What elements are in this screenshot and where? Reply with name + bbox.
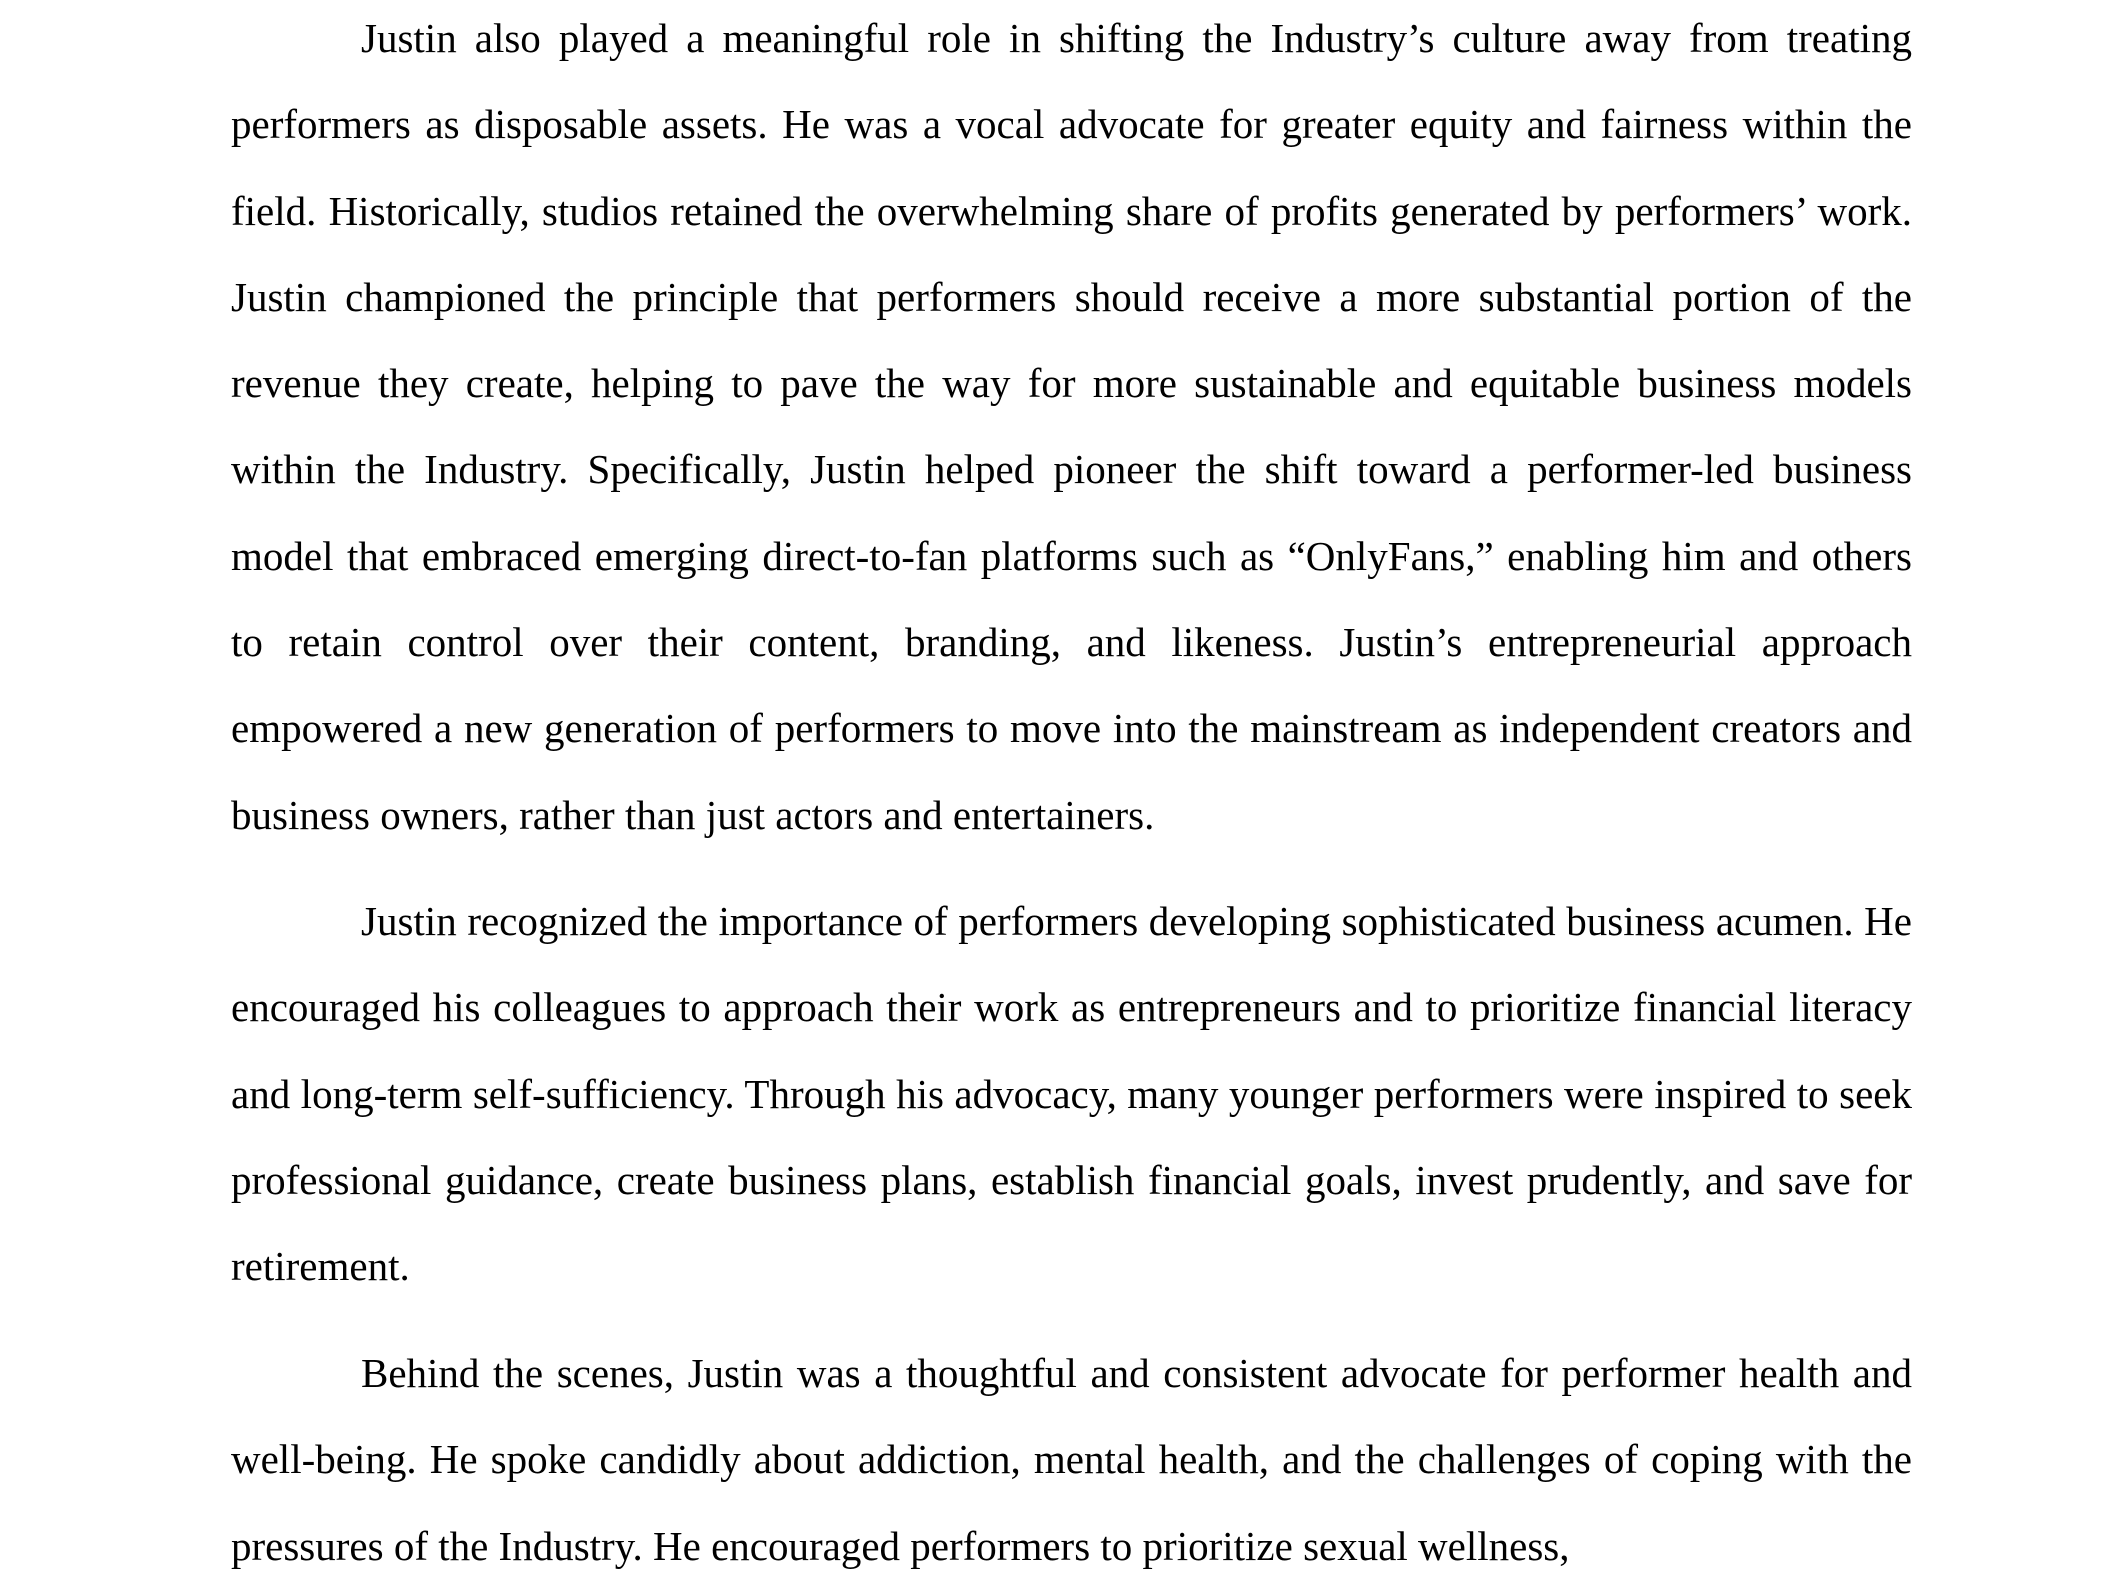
paragraph-health-wellbeing: Behind the scenes, Justin was a thoughtful and consistent advocate for performer health and well-being. He spoke candidly about addiction, mental health, and the challenges of coping with the pressures of the Industry. He encouraged performers to prioritize sexual wellness,	[231, 1350, 1912, 1569]
paragraph-industry-culture: Justin also played a meaningful role in shifting the Industry’s culture away from treating performers as disposable assets. He was a vocal advocate for greater equity and fairness within the field. Historically, studios retained the overwhelming share of profits generated by performers’ work. Justin championed the principle that performers should receive a more substantial portion of the revenue they create, helping to pave the way for more sustainable and equitable business models within the Industry. Specifically, Justin helped pioneer the shift toward a performer-led business model that embraced emerging direct-to-fan platforms such as “OnlyFans,” enabling him and others to retain control over their content, branding, and likeness. Justin’s entrepreneurial approach empowered a new generation of performers to move into the mainstream as independent creators and business owners, rather than just actors and entertainers.	[231, 15, 1912, 838]
document-page	[231, 0, 1912, 1596]
paragraph-business-acumen: Justin recognized the importance of performers developing sophisticated business acumen. He encouraged his colleagues to approach their work as entrepreneurs and to prioritize financial literacy and long-term self-sufficiency. Through his advocacy, many younger performers were inspired to seek professional guidance, create business plans, establish financial goals, invest prudently, and save for retirement.	[231, 898, 1912, 1290]
